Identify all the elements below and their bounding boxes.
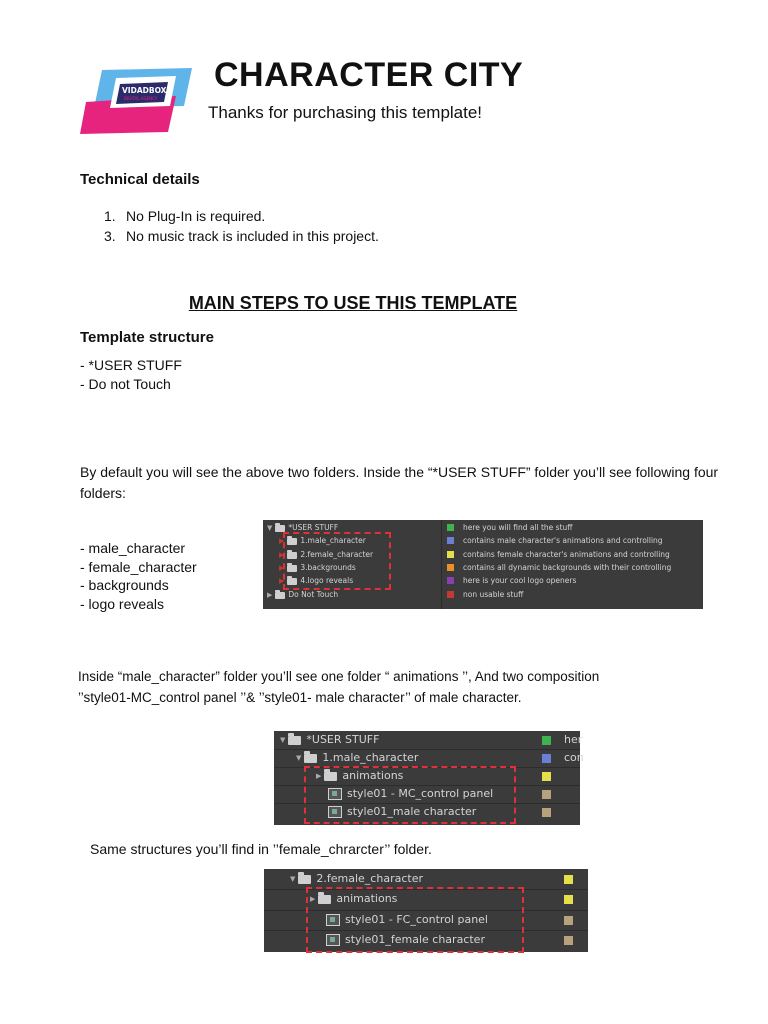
- structure-line: - Do not Touch: [80, 376, 171, 392]
- row-name: animations: [342, 769, 404, 782]
- label-color-swatch: [447, 551, 454, 558]
- label-color-swatch: [447, 564, 454, 571]
- folder-list-item: - logo reveals: [80, 596, 165, 612]
- row-name: *USER STUFF: [288, 523, 339, 532]
- row-comment: here is your cool logo openers: [463, 576, 577, 585]
- panel-row: ▶ 1.male_character contains male character's animations and controlling: [279, 536, 663, 545]
- row-name: Do Not Touch: [288, 590, 339, 599]
- row-name: 2.female_character: [316, 872, 423, 885]
- row-comment: non usable stuff: [463, 590, 524, 599]
- label-color-swatch: [447, 591, 454, 598]
- label-color-swatch: [542, 790, 551, 799]
- panel-row: ▶ Do Not Touch non usable stuff: [267, 590, 524, 599]
- label-color-swatch: [542, 772, 551, 781]
- highlight-dashed-box: [306, 887, 524, 953]
- logo-subtext: DIGITAL AGENCY: [124, 96, 158, 101]
- row-name: 4.logo reveals: [300, 576, 354, 585]
- page-title: CHARACTER CITY: [214, 56, 524, 94]
- technical-item: [104, 228, 379, 244]
- row-comment: contains female character's animations and controlling: [463, 550, 670, 559]
- label-color-swatch: [564, 916, 573, 925]
- highlight-dashed-box: [304, 766, 516, 824]
- paragraph-female-character: Same structures you’ll find in ’’female_chrarcter’’ folder.: [90, 841, 432, 857]
- vidadbox-logo: [80, 62, 198, 136]
- folder-icon: [298, 875, 311, 884]
- label-color-swatch: [564, 936, 573, 945]
- row-name: style01_male character: [347, 805, 477, 818]
- panel-row: ▼ *USER STUFF here you will find all the stuff: [267, 523, 573, 532]
- project-panel-screenshot: [263, 520, 703, 609]
- main-steps-heading: MAIN STEPS TO USE THIS TEMPLATE: [188, 293, 518, 313]
- structure-line: - *USER STUFF: [80, 357, 182, 373]
- folder-icon: [304, 754, 317, 763]
- panel-row: ▶ 2.female_character contains female character's animations and controlling: [279, 550, 670, 559]
- label-color-swatch: [447, 577, 454, 584]
- panel-row: ▶ animations: [264, 890, 588, 908]
- row-name: *USER STUFF: [306, 733, 380, 746]
- label-color-swatch: [542, 736, 551, 745]
- item-text: No Plug-In is required.: [126, 208, 266, 224]
- folder-list-item: - male_character: [80, 540, 186, 556]
- folder-icon: [288, 736, 301, 745]
- panel-row: ▼ *USER STUFF her: [274, 731, 580, 749]
- page-subtitle: Thanks for purchasing this template!: [208, 103, 483, 122]
- row-comment: contains all dynamic backgrounds with their controlling: [463, 563, 672, 572]
- male-character-panel-screenshot: [274, 731, 584, 825]
- row-name: style01 - MC_control panel: [347, 787, 494, 800]
- technical-heading: Technical details: [80, 171, 200, 188]
- logo-text: VIDADBOX: [122, 86, 167, 95]
- label-color-swatch: [564, 895, 573, 904]
- structure-heading: Template structure: [80, 329, 214, 346]
- row-comment: her: [564, 733, 583, 746]
- panel-row: ▼ 1.male_character con: [274, 749, 580, 767]
- item-number: 3.: [104, 228, 116, 244]
- item-text: No music track is included in this project.: [126, 228, 379, 244]
- technical-item: [104, 208, 265, 224]
- panel-row: ▼ 2.female_character: [264, 870, 588, 888]
- folder-icon: [275, 525, 285, 532]
- label-color-swatch: [447, 524, 454, 531]
- row-name: style01 - FC_control panel: [345, 913, 488, 926]
- label-color-swatch: [564, 875, 573, 884]
- row-comment: contains male character's animations and controlling: [463, 536, 663, 545]
- row-comment: here you will find all the stuff: [463, 523, 573, 532]
- row-name: 1.male_character: [322, 751, 419, 764]
- panel-row: ▶ 4.logo reveals here is your cool logo openers: [279, 576, 577, 585]
- paragraph-male-character: Inside “male_character” folder you’ll see one folder “ animations ’’, And two composition ’’style01-MC_control panel ’’& ’’style01- male character’’ of male character.: [78, 669, 600, 705]
- female-character-panel-screenshot: [264, 869, 588, 952]
- label-color-swatch: [542, 808, 551, 817]
- folder-list-item: - backgrounds: [80, 577, 169, 593]
- paragraph-default-folders: By default you will see the above two folders. Inside the “*USER STUFF” folder you’ll see following four folders:: [80, 464, 719, 501]
- row-name: 2.female_character: [300, 550, 374, 559]
- row-name: style01_female character: [345, 933, 485, 946]
- highlight-dashed-box: [283, 532, 391, 590]
- panel-row: ▶ 3.backgrounds contains all dynamic backgrounds with their controlling: [279, 563, 672, 572]
- label-color-swatch: [447, 537, 454, 544]
- row-name: 3.backgrounds: [300, 563, 356, 572]
- label-color-swatch: [542, 754, 551, 763]
- folder-icon: [275, 592, 285, 599]
- row-name: 1.male_character: [300, 536, 366, 545]
- row-comment: con: [564, 751, 584, 764]
- row-name: animations: [336, 892, 398, 905]
- panel-row: ▶ animations: [274, 767, 580, 785]
- item-number: 1.: [104, 208, 116, 224]
- folder-list-item: - female_character: [80, 559, 197, 575]
